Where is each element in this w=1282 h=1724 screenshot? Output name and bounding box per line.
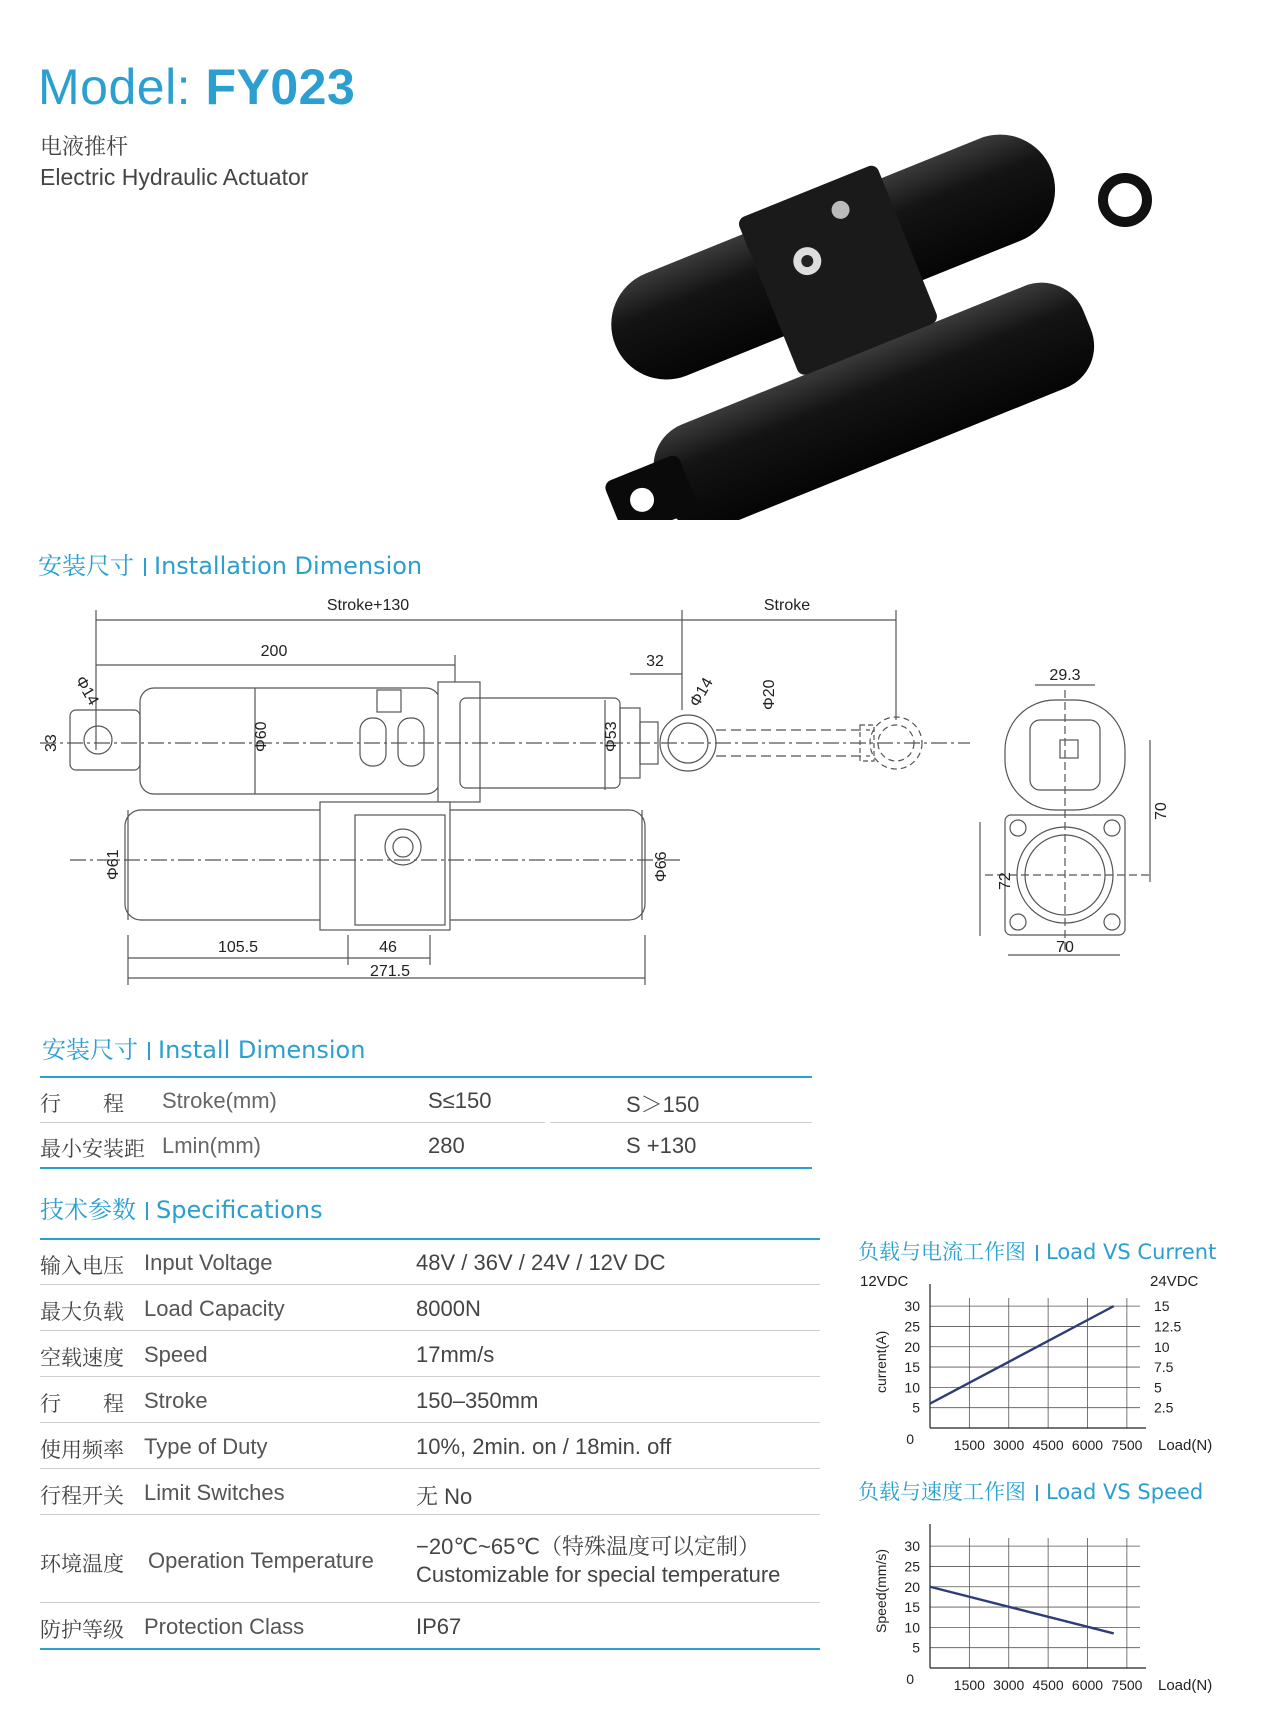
table-divider — [40, 1468, 820, 1469]
specifications-title — [40, 1190, 323, 1225]
spec-value: 17mm/s — [416, 1342, 495, 1367]
table-divider — [550, 1122, 812, 1123]
x-tick-label: 6000 — [1071, 1677, 1104, 1693]
y-tick-label: 10 — [904, 1379, 920, 1396]
x-tick-label: 6000 — [1071, 1437, 1104, 1453]
spec-value: 10%, 2min. on / 18min. off — [416, 1434, 672, 1459]
x-tick-label: 3000 — [993, 1677, 1025, 1693]
installation-dimension-title — [38, 546, 422, 581]
y-tick-label: 20 — [904, 1578, 920, 1595]
spec-value: 150–350mm — [416, 1388, 539, 1413]
installation-title-cn: 安装尺寸 — [38, 552, 134, 580]
series-line — [930, 1306, 1114, 1404]
dimension-drawing — [30, 590, 1260, 1000]
dim-phi20: Φ20 — [761, 679, 778, 710]
dim-phi14-right: Φ14 — [686, 675, 717, 710]
dim-46: 46 — [379, 939, 397, 956]
y-tick-label: 15 — [904, 1599, 920, 1616]
y-axis-label: Speed(mm/s) — [873, 1548, 889, 1633]
row-value-1: S≤150 — [428, 1088, 492, 1113]
spec-value: IP67 — [416, 1614, 462, 1639]
dim-29: 29.3 — [1049, 667, 1081, 684]
x-axis-label: Load(N) — [1158, 1437, 1213, 1454]
spec-label-cn: 空载速度 — [40, 1346, 124, 1370]
y2-tick-label: 15 — [1154, 1298, 1170, 1315]
y2-tick-label: 2.5 — [1154, 1399, 1174, 1416]
installation-title-en: Installation Dimension — [154, 552, 423, 580]
spec-label-en: Stroke — [144, 1388, 208, 1413]
load-current-title — [858, 1236, 1216, 1266]
install-dimension-title — [42, 1030, 365, 1065]
x-tick-label: 1500 — [953, 1677, 985, 1693]
x-tick-label: 7500 — [1111, 1437, 1143, 1453]
dim-200: 200 — [260, 643, 288, 660]
chart2-title-cn: 负载与速度工作图 — [858, 1480, 1026, 1504]
dim-70-vertical: 70 — [1153, 802, 1170, 820]
y-tick-label: 5 — [912, 1399, 920, 1416]
y2-tick-label: 12.5 — [1154, 1318, 1182, 1335]
row-value-2: S＞150 — [626, 1092, 700, 1117]
row-label-en: Stroke(mm) — [162, 1088, 277, 1113]
load-speed-chart — [850, 1508, 1250, 1708]
row-label-cn: 最小安装距 — [40, 1137, 145, 1161]
origin-label: 0 — [906, 1431, 914, 1447]
y-tick-label: 25 — [904, 1318, 920, 1335]
dim-105: 105.5 — [217, 939, 259, 956]
table-divider — [40, 1422, 820, 1423]
spec-title-cn: 技术参数 — [40, 1196, 136, 1224]
dim-stroke-plus: Stroke+130 — [326, 597, 410, 614]
series-line — [930, 1587, 1114, 1634]
spec-value-note: Customizable for special temperature — [416, 1562, 781, 1587]
chart2-title-en: Load VS Speed — [1046, 1480, 1204, 1504]
x-tick-label: 1500 — [953, 1437, 985, 1453]
load-current-chart — [850, 1268, 1250, 1468]
table-divider — [40, 1122, 545, 1123]
spec-label-en: Operation Temperature — [148, 1548, 374, 1573]
spec-label-en: Limit Switches — [144, 1480, 285, 1505]
table-top-rule — [40, 1238, 820, 1240]
dim-phi60: Φ60 — [253, 721, 270, 752]
spec-label-cn: 最大负载 — [40, 1300, 124, 1324]
specifications-table — [40, 1238, 820, 1658]
install-title-cn: 安装尺寸 — [42, 1036, 138, 1064]
spec-label-cn: 输入电压 — [40, 1254, 124, 1278]
spec-value: −20℃~65℃（特殊温度可以定制） — [416, 1534, 761, 1559]
x-tick-label: 7500 — [1111, 1677, 1143, 1693]
dim-phi53: Φ53 — [603, 721, 620, 752]
y-tick-label: 5 — [912, 1639, 920, 1656]
dim-33: 33 — [43, 734, 60, 752]
product-photo — [570, 70, 1170, 520]
table-divider — [40, 1602, 820, 1603]
table-top-rule — [40, 1076, 812, 1078]
dim-phi66: Φ66 — [653, 851, 670, 882]
row-value-2: S +130 — [626, 1133, 697, 1158]
dim-phi14-left: Φ14 — [71, 673, 102, 709]
table-divider — [40, 1514, 820, 1515]
subtitle-english: Electric Hydraulic Actuator — [40, 164, 309, 190]
y-tick-label: 15 — [904, 1359, 920, 1376]
spec-label-cn: 使用频率 — [40, 1438, 124, 1462]
spec-label-cn: 行程开关 — [40, 1484, 124, 1508]
load-speed-title — [858, 1476, 1203, 1506]
install-dimension-table — [40, 1076, 820, 1166]
y2-tick-label: 5 — [1154, 1379, 1162, 1396]
dim-phi61: Φ61 — [105, 849, 122, 880]
y-tick-label: 30 — [904, 1538, 920, 1555]
y-tick-label: 25 — [904, 1558, 920, 1575]
y-tick-label: 10 — [904, 1619, 920, 1636]
dim-72: 72 — [997, 872, 1014, 890]
right-axis-caption: 24VDC — [1150, 1273, 1199, 1290]
model-title — [38, 58, 355, 116]
dim-271: 271.5 — [369, 963, 411, 980]
table-bottom-rule — [40, 1167, 812, 1169]
model-prefix: Model: — [38, 59, 206, 115]
spec-label-en: Protection Class — [144, 1614, 305, 1639]
spec-label-cn: 行 程 — [40, 1392, 124, 1416]
dim-stroke: Stroke — [763, 597, 811, 614]
spec-label-cn: 环境温度 — [40, 1552, 124, 1576]
x-tick-label: 4500 — [1032, 1677, 1064, 1693]
table-divider — [40, 1376, 820, 1377]
dim-32: 32 — [646, 653, 664, 670]
spec-label-en: Type of Duty — [144, 1434, 268, 1459]
row-value-1: 280 — [428, 1133, 465, 1158]
spec-label-cn: 防护等级 — [40, 1618, 124, 1642]
y2-tick-label: 10 — [1154, 1338, 1170, 1355]
table-bottom-rule — [40, 1648, 820, 1650]
spec-value: 无 No — [416, 1484, 473, 1509]
table-divider — [40, 1330, 820, 1331]
spec-label-en: Load Capacity — [144, 1296, 285, 1321]
subtitle-chinese: 电液推杆 — [40, 135, 129, 160]
y2-tick-label: 7.5 — [1154, 1359, 1174, 1376]
chart1-title-en: Load VS Current — [1046, 1240, 1217, 1264]
y-tick-label: 30 — [904, 1298, 920, 1315]
table-divider — [40, 1284, 820, 1285]
x-tick-label: 4500 — [1032, 1437, 1064, 1453]
install-title-en: Install Dimension — [158, 1036, 366, 1064]
spec-value: 8000N — [416, 1296, 481, 1321]
x-axis-label: Load(N) — [1158, 1677, 1213, 1694]
spec-label-en: Speed — [144, 1342, 208, 1367]
model-code: FY023 — [205, 59, 356, 115]
x-tick-label: 3000 — [993, 1437, 1025, 1453]
row-label-en: Lmin(mm) — [162, 1133, 261, 1158]
origin-label: 0 — [906, 1671, 914, 1687]
y-axis-label: current(A) — [873, 1330, 889, 1393]
chart1-title-cn: 负载与电流工作图 — [858, 1240, 1026, 1264]
left-axis-caption: 12VDC — [860, 1273, 909, 1290]
spec-title-en: Specifications — [156, 1196, 323, 1224]
dim-70-horizontal: 70 — [1056, 939, 1074, 956]
spec-value: 48V / 36V / 24V / 12V DC — [416, 1250, 666, 1275]
y-tick-label: 20 — [904, 1338, 920, 1355]
spec-label-en: Input Voltage — [144, 1250, 273, 1275]
row-label-cn: 行 程 — [40, 1092, 124, 1116]
